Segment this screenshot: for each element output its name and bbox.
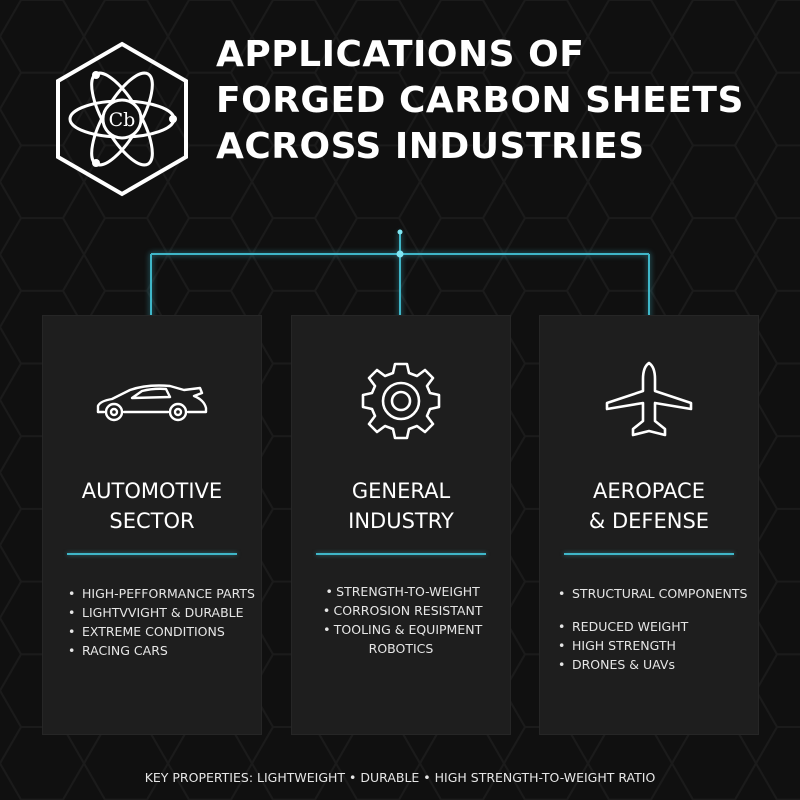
list-item: ROBOTICS <box>368 641 434 656</box>
panel-general-industry <box>291 315 511 735</box>
heading-line-2: & DEFENSE <box>588 509 710 533</box>
accent-divider <box>67 553 237 555</box>
title-line-1: APPLICATIONS OF <box>216 34 585 75</box>
list-item: • EXTREME CONDITIONS <box>68 624 225 639</box>
heading-line-2: INDUSTRY <box>348 509 454 533</box>
accent-divider <box>316 553 486 555</box>
feature-list <box>292 582 510 658</box>
heading-line-1: AUTOMOTIVE <box>81 479 223 503</box>
accent-divider <box>564 553 734 555</box>
heading-line-1: GENERAL <box>351 479 451 503</box>
list-item: • LIGHTVVIGHT & DURABLE <box>68 605 244 620</box>
panel-heading <box>292 476 510 536</box>
list-item: • HIGH-PEFFORMANCE PARTS <box>68 586 255 601</box>
title-line-3: ACROSS INDUSTRIES <box>216 126 645 167</box>
panel-heading <box>540 476 758 536</box>
list-item: • HIGH STRENGTH <box>558 638 676 653</box>
list-item: • CORROSION RESISTANT <box>322 603 483 618</box>
feature-list <box>43 584 261 660</box>
page-title <box>216 32 776 170</box>
feature-list <box>540 584 758 674</box>
carbon-atom-logo-icon <box>52 40 192 198</box>
panel-aerospace-defense <box>539 315 759 735</box>
list-item: • STRUCTURAL COMPONENTS <box>558 586 748 601</box>
heading-line-2: SECTOR <box>109 509 195 533</box>
list-item: • REDUCED WEIGHT <box>558 619 689 634</box>
list-item: • DRONES & UAVs <box>558 657 675 672</box>
list-item: • RACING CARS <box>68 643 168 658</box>
key-properties-footer: KEY PROPERTIES: LIGHTWEIGHT • DURABLE • HIGH STRENGTH-TO-WEIGHT RATIO <box>144 770 656 785</box>
logo-symbol: Cb <box>108 109 136 131</box>
list-item: • TOOLING & EQUIPMENT <box>323 622 483 637</box>
heading-line-1: AEROPACE <box>592 479 705 503</box>
list-item: • STRENGTH-TO-WEIGHT <box>325 584 480 599</box>
sports-car-icon <box>92 376 212 426</box>
panel-heading <box>43 476 261 536</box>
title-line-2: FORGED CARBON SHEETS <box>216 80 744 121</box>
gear-icon <box>359 359 443 443</box>
airplane-icon <box>599 359 699 443</box>
panel-automotive <box>42 315 262 735</box>
